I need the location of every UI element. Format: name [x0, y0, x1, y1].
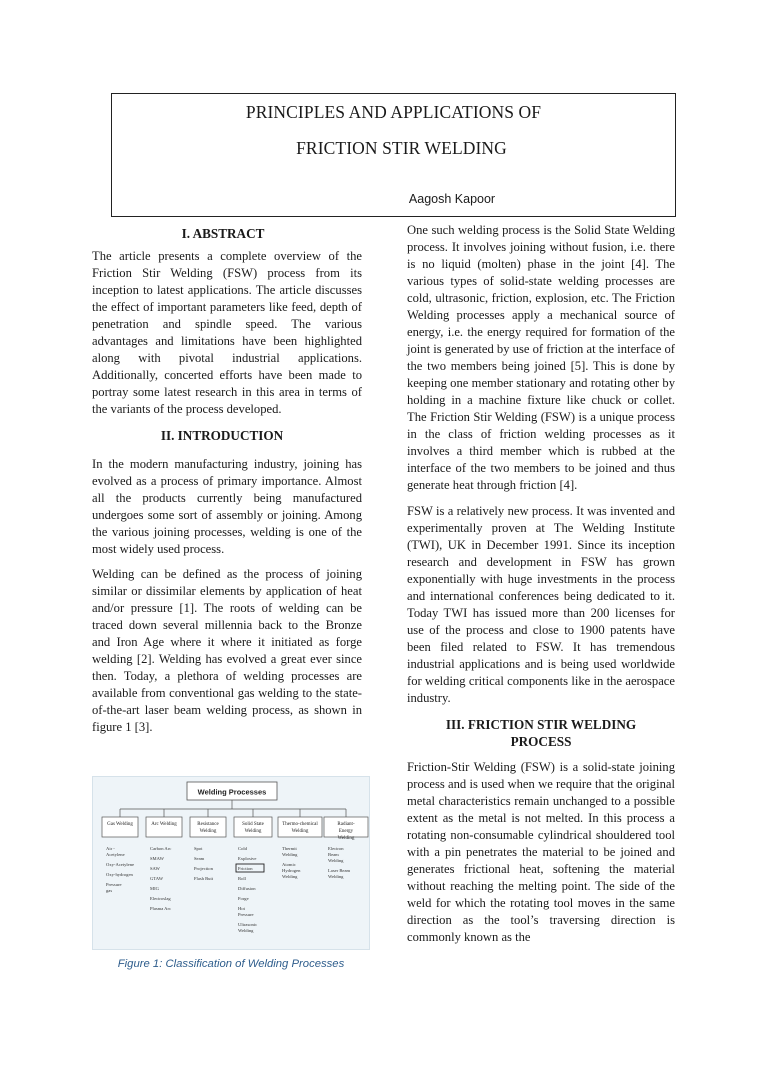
category-item: Beam: [328, 852, 339, 857]
category-label: Thermo-chemical: [282, 822, 318, 827]
abstract-heading: I. ABSTRACT: [181, 226, 265, 241]
category-label: Welding: [244, 829, 262, 834]
category-item: Acetylene: [106, 852, 125, 857]
category-item: Friction: [238, 866, 253, 871]
category-box: [278, 817, 322, 837]
category-item: Forge: [238, 896, 249, 901]
abstract-paragraph: The article presents a complete overview of the Friction Stir Welding (FSW) process from its inception to latest applications. The article discusses the effect of important parameters like feed, depth of penetration and spindle speed. The various advantages and limitations have been highlighted along with pivotal industrial applications. Additionally, concerted efforts have been made to portray some latest research in this area in terms of the variants of the process developed.: [92, 249, 362, 416]
category-item: Roll: [238, 876, 246, 881]
category-box: [102, 817, 138, 837]
category-item: Atomic: [282, 862, 296, 867]
category-item: Flash Butt: [194, 876, 214, 881]
category-item: SMAW: [150, 856, 164, 861]
category-item: Laser Beam: [328, 868, 351, 873]
introduction-paragraph-2: Welding can be defined as the process of joining similar or dissimilar elements by application of heat and/or pressure [1]. The roots of welding can be traced down several millennia back to the Bronze and Iron Age where it where it initiated as forge welding [2]. Welding has evolved a great ever since then. Today, a plethora of welding processes are available from conventional gas welding to the state-of-the-art laser beam welding process, as shown in figure 1 [3].: [92, 567, 362, 734]
title-box: [111, 93, 676, 217]
category-group: [102, 809, 368, 933]
category-item: Welding: [328, 874, 344, 879]
category-box: [234, 817, 272, 837]
category-item: Welding: [328, 858, 344, 863]
category-label: Welding: [199, 829, 217, 834]
fsw-process-heading-line-1: III. FRICTION STIR WELDING: [445, 717, 637, 732]
category-item: Spot: [194, 846, 203, 851]
category-item: Pressure: [238, 912, 254, 917]
paper-title-line-1: PRINCIPLES AND APPLICATIONS OF: [245, 102, 542, 122]
category-item: Electroslag: [150, 896, 171, 901]
category-label: Solid State: [242, 822, 264, 827]
left-column: [92, 225, 362, 736]
category-item: Electron: [328, 846, 344, 851]
category-item: Oxy-Acetylene: [106, 862, 135, 867]
fsw-history-paragraph: FSW is a relatively new process. It was invented and experimentally proven at The Welding Institute (TWI), UK in December 1991. Since its inception research and development in FSW has grown exponentially with huge investments in the process and international conferences being dedicated to it. Today TWI has issued more than 200 licenses for use of the process and close to 1900 patents have been filed related to FSW. It has tremendous industrial applications and is being used worldwide for welding critical components like in the aerospace industry.: [407, 504, 675, 705]
author-name: Aagosh Kapoor: [408, 192, 496, 206]
category-item: Explosive: [238, 856, 257, 861]
category-label: Resistance: [197, 822, 219, 827]
figure-caption: Figure 1: Classification of Welding Processes: [117, 958, 345, 970]
category-item: Cold: [238, 846, 247, 851]
category-item: Pressure: [106, 882, 122, 887]
category-item: Diffusion: [238, 886, 256, 891]
category-item: Seam: [194, 856, 205, 861]
category-item: Ultrasonic: [238, 922, 258, 927]
category-label: Radiant-: [337, 822, 355, 827]
category-item: gas: [106, 888, 113, 893]
right-column: [407, 222, 675, 946]
category-item: Thermit: [282, 846, 297, 851]
category-item: Welding: [282, 874, 298, 879]
introduction-paragraph-1: In the modern manufacturing industry, joining has evolved as a process of primary importance. Almost all the products currently being manufactured undergoes some sort of assembly or joining. Among the various joining processes, welding is one of the most widely used process.: [92, 457, 362, 556]
category-item: Projection: [194, 866, 213, 871]
category-item: Hot: [238, 906, 245, 911]
fsw-process-heading-line-2: PROCESS: [510, 734, 572, 749]
paper-title-line-2: FRICTION STIR WELDING: [296, 138, 507, 158]
introduction-heading: II. INTRODUCTION: [160, 428, 284, 443]
category-box: [324, 817, 368, 837]
solid-state-paragraph: One such welding process is the Solid State Welding process. It involves joining without fusion, i.e. there is no liquid (molten) phase in the joint [4]. The various types of solid-state welding processes are cold, ultrasonic, friction, explosion, etc. The Friction Welding processes apply a mechanical source of energy, i.e. the energy required for formation of the joint is generated by use of friction at the interface of the two members being joined [5]. This is done by keeping one member stationary and rotating other by holding in a machine fixture like chuck or collet. The Friction Stir Welding (FSW) is a unique process in the class of friction welding processes as it involves a third member which is rubbed at the interface of the two members to be joined and thus generate heat through friction [4].: [407, 223, 675, 492]
category-label: Energy: [338, 829, 354, 834]
category-item: Carbon Arc: [150, 846, 172, 851]
category-box: [146, 817, 182, 837]
classification-diagram: [93, 777, 371, 951]
category-item: SAW: [150, 866, 160, 871]
category-item: MIG: [150, 886, 159, 891]
category-item: GTAW: [150, 876, 164, 881]
welding-classification-figure: [92, 776, 370, 950]
category-box: [190, 817, 226, 837]
category-label: Welding: [337, 836, 355, 841]
category-item: Plasma Arc: [150, 906, 172, 911]
category-item: Oxy-hydrogen: [106, 872, 133, 877]
fsw-process-paragraph: Friction-Stir Welding (FSW) is a solid-state joining process and is used when we require that the original metal characteristics remain unchanged to a possible extent as the metal is not melted. In this process a rotating non-consumable cylindrical shouldered tool with a pin penetrates the material to be joined and generates frictional heat, softening the material without reaching the melting point. The side of the weld for which the rotating tool moves in the same direction as the tool’s traversing direction is commonly known as the: [407, 760, 675, 944]
category-label: Arc Welding: [151, 822, 177, 827]
category-item: Welding: [238, 928, 254, 933]
category-item: Air -: [106, 846, 115, 851]
category-label: Welding: [291, 829, 309, 834]
category-label: Gas Welding: [107, 822, 133, 827]
root-node-label: Welding Processes: [197, 787, 267, 797]
category-item: Welding: [282, 852, 298, 857]
category-item: Hydrogen: [282, 868, 301, 873]
